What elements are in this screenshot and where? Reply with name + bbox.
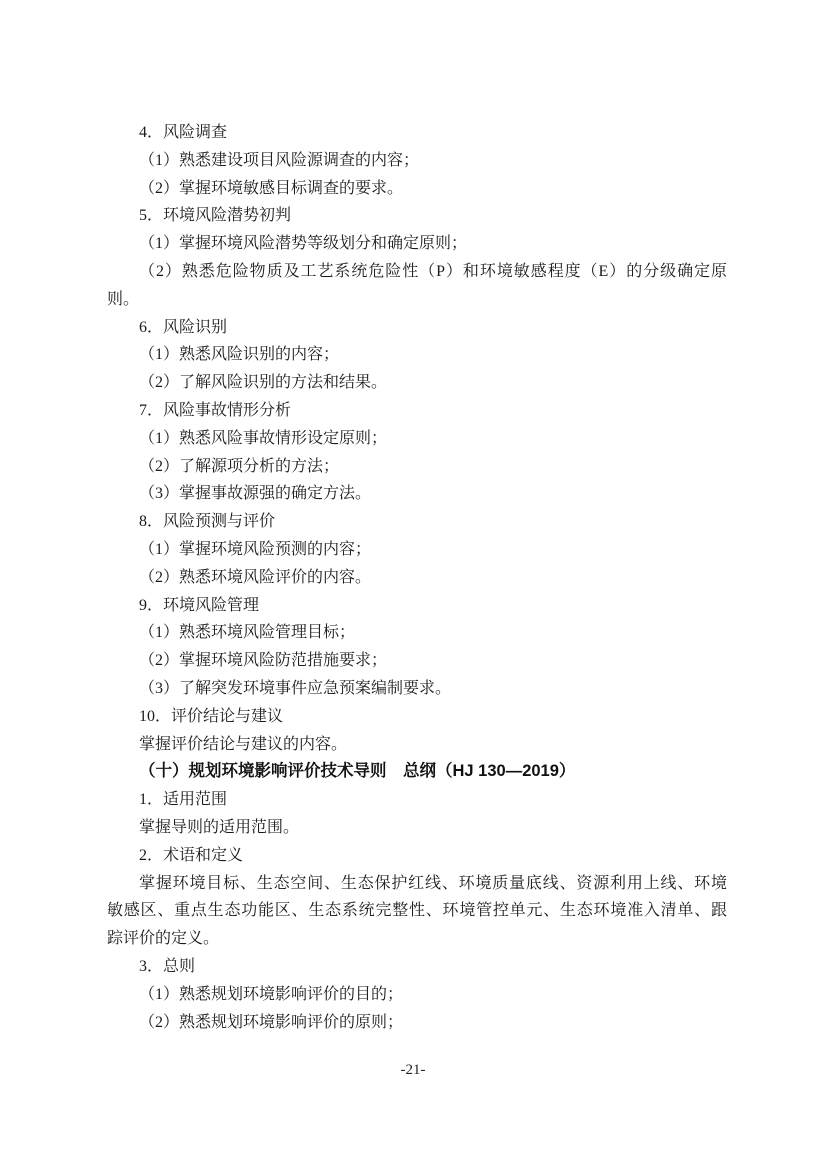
sub-item-line: （1）掌握环境风险潜势等级划分和确定原则； [139,235,468,253]
numbered-item-line: 6．风险识别 [139,318,228,336]
sub-item-line: （1）熟悉风险识别的内容； [139,346,340,364]
sub-item-line: （3）掌握事故源强的确定方法。 [139,485,372,503]
sub-item-line: （2）了解源项分析的方法； [139,457,340,475]
section-heading: （十）规划环境影响评价技术导则 总纲（HJ 130—2019） [139,762,576,781]
body-text-line: 掌握环境目标、生态空间、生态保护红线、环境质量底线、资源利用上线、环境 [139,874,727,892]
numbered-item-line: 3．总则 [139,957,196,975]
body-text-line: 敏感区、重点生态功能区、生态系统完整性、环境管控单元、生态环境准入清单、跟 [107,902,727,920]
numbered-item-line: 10．评价结论与建议 [139,707,284,725]
sub-item-line: （3）了解突发环境事件应急预案编制要求。 [139,679,452,697]
sub-item-line: （1）熟悉环境风险管理目标； [139,624,356,642]
numbered-item-line: 5．环境风险潜势初判 [139,207,292,225]
body-text-line: 踪评价的定义。 [107,930,220,948]
sub-item-line: （2）熟悉环境风险评价的内容。 [139,568,372,586]
numbered-item-line: 7．风险事故情形分析 [139,401,292,419]
numbered-item-line: 8．风险预测与评价 [139,513,276,531]
sub-item-line: （1）熟悉规划环境影响评价的目的； [139,985,404,1003]
sub-item-line: （1）熟悉风险事故情形设定原则； [139,429,388,447]
page-number: -21- [400,1062,426,1078]
sub-item-line: （2）熟悉危险物质及工艺系统危险性（P）和环境敏感程度（E）的分级确定原 [139,262,727,280]
sub-item-line: （2）熟悉规划环境影响评价的原则； [139,1013,404,1031]
sub-item-line: （2）掌握环境敏感目标调查的要求。 [139,179,404,197]
sub-item-line: （1）熟悉建设项目风险源调查的内容； [139,151,420,169]
numbered-item-line: 2．术语和定义 [139,846,244,864]
body-text-line: 掌握评价结论与建议的内容。 [139,735,348,753]
numbered-item-line: 4．风险调查 [139,124,228,141]
sub-item-line: （2）掌握环境风险防范措施要求； [139,652,388,670]
sub-item-line: （2）了解风险识别的方法和结果。 [139,374,388,392]
document-content [107,119,727,1036]
body-text-line: 掌握导则的适用范围。 [139,818,300,836]
numbered-item-line: 1．适用范围 [139,791,228,809]
numbered-item-line: 9．环境风险管理 [139,596,260,614]
sub-item-line: （1）掌握环境风险预测的内容； [139,540,372,558]
sub-item-line: 则。 [107,290,140,308]
